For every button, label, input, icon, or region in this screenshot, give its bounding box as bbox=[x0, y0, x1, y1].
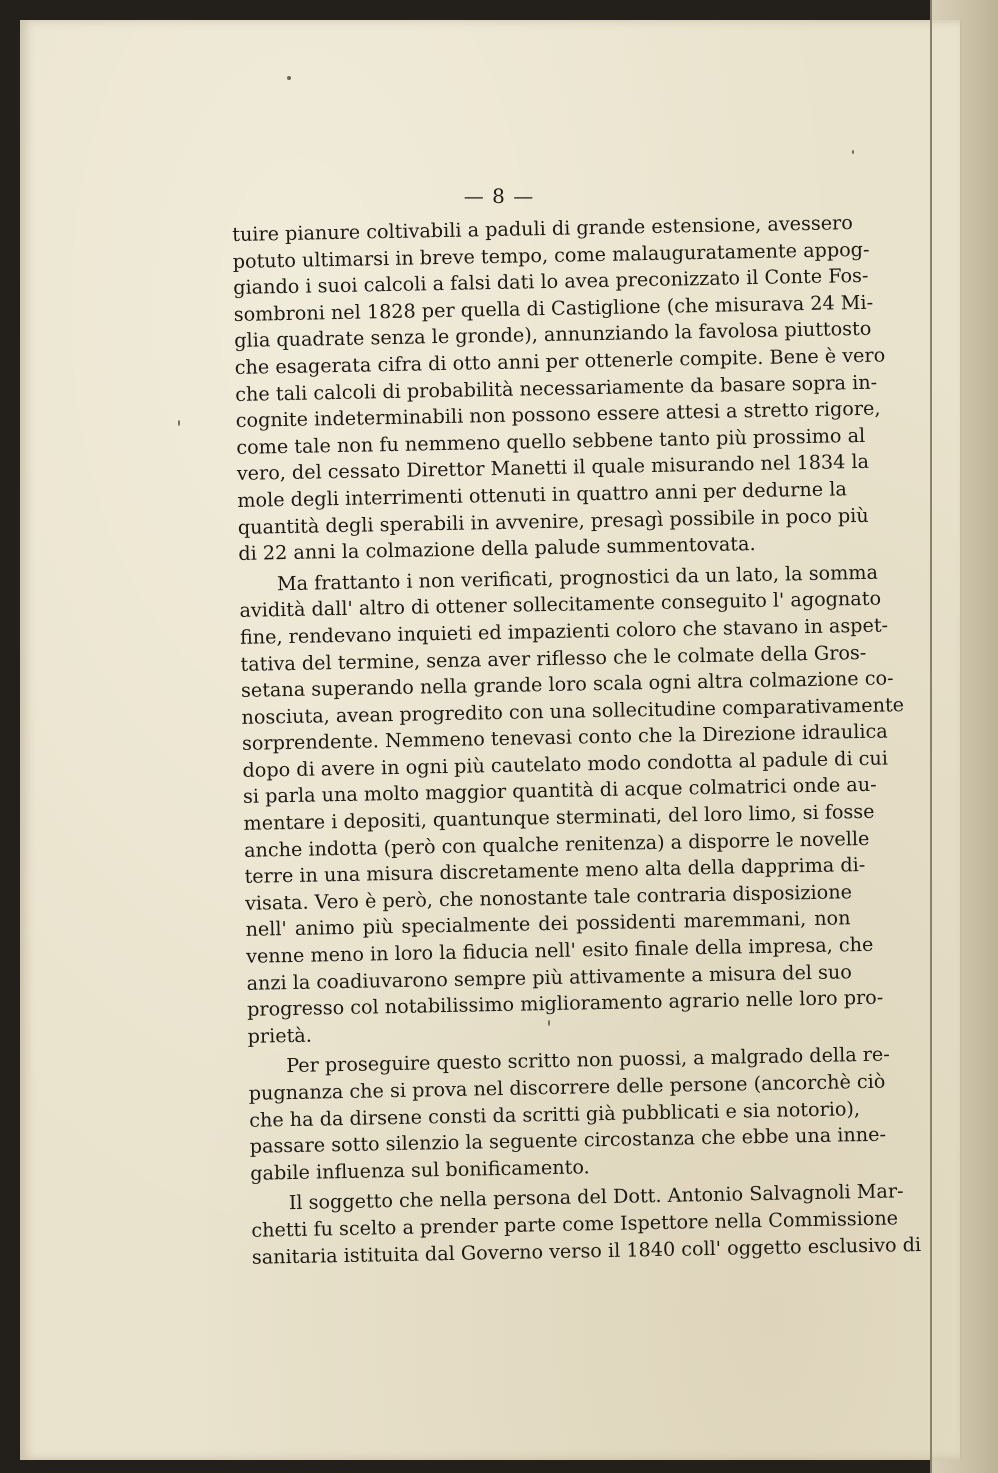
text-line: sanitaria istituita dal Governo verso il 1840 coll' oggetto esclusivo di bbox=[251, 1232, 922, 1269]
text-line: mole degli interrimenti ottenuti in quattro anni per dedurne la bbox=[237, 477, 848, 512]
text-line: che esagerata cifra di otto anni per ottenerle compite. Bene è vero bbox=[234, 343, 886, 379]
text-line: nosciuta, avean progredito con una sollecitudine comparativamente bbox=[241, 692, 905, 729]
paper-speck bbox=[852, 150, 854, 154]
text-line: giando i suoi calcoli a falsi dati lo avea preconizzato il Conte Fos- bbox=[233, 263, 869, 300]
text-line: anche indotta (però con qualche renitenza) a disporre le novelle bbox=[243, 826, 870, 862]
text-line: Ma frattanto i non verificati, prognostici da un lato, la somma bbox=[276, 560, 879, 595]
text-line: sombroni nel 1828 per quella di Castiglione (che misurava 24 Mi- bbox=[233, 290, 874, 326]
text-line: che tali calcoli di probabilità necessariamente da basare sopra in- bbox=[235, 370, 878, 406]
text-line: Il soggetto che nella persona del Dott. Antonio Salvagnoli Mar- bbox=[288, 1179, 904, 1215]
text-line: glia quadrate senza le gronde), annunziando la favolosa piuttosto bbox=[234, 317, 872, 353]
paper-speck bbox=[287, 76, 291, 80]
text-line: cognite indeterminabili non possono essere attesi a stretto rigore, bbox=[235, 396, 881, 433]
text-line: di 22 anni la colmazione della palude summentovata. bbox=[238, 532, 756, 566]
text-line: avidità dall' altro di ottener sollecitamente conseguito l' agognato bbox=[239, 586, 882, 623]
text-line: fine, rendevano inquieti ed impazienti coloro che stavano in aspet- bbox=[239, 613, 889, 649]
text-line: che ha da dirsene consti da scritti già pubblicati e sia notorio), bbox=[249, 1096, 861, 1132]
text-line: progresso col notabilissimo miglioramento agrario nelle loro pro- bbox=[246, 985, 884, 1022]
text-line: vero, del cessato Direttor Manetti il quale misurando nel 1834 la bbox=[236, 450, 870, 486]
text-line: anzi la coadiuvarono sempre più attivamente a misura del suo bbox=[246, 959, 853, 995]
text-line: tativa del termine, senza aver riflesso che le colmate della Gros- bbox=[240, 640, 867, 676]
text-line: passare sotto silenzio la seguente circostanza che ebbe una inne- bbox=[249, 1122, 887, 1159]
text-line: chetti fu scelto a prender parte come Ispettore nella Commissione bbox=[251, 1206, 899, 1242]
text-line: venne meno in loro la fiducia nell' esito finale della impresa, che bbox=[245, 932, 874, 968]
text-line: Per proseguire questo scritto non puossi, a malgrado della re- bbox=[285, 1042, 890, 1078]
text-line: mentare i depositi, quantunque sterminati, del loro limo, si fosse bbox=[243, 799, 875, 835]
text-line: pugnanza che si prova nel discorrere delle persone (ancorchè ciò bbox=[248, 1069, 886, 1105]
text-line: visata. Vero è però, che nonostante tale contraria disposizione bbox=[244, 880, 853, 915]
text-line: sorprendente. Nemmeno tenevasi conto che la Direzione idraulica bbox=[241, 719, 888, 756]
text-line: terre in una misura discretamente meno alta della dapprima di- bbox=[244, 853, 866, 889]
text-line: si parla una molto maggior quantità di acque colmatrici onde au- bbox=[242, 773, 877, 809]
text-line: setana superando nella grande loro scala ogni altra colmazione co- bbox=[240, 666, 894, 703]
text-line: dopo di avere in ogni più cautelato modo condotta al padule di cui bbox=[242, 746, 889, 782]
text-line: tuire pianure coltivabili a paduli di grande estensione, avessero bbox=[232, 211, 854, 246]
text-line: come tale non fu nemmeno quello sebbene tanto più prossimo al bbox=[236, 423, 866, 459]
text-line: nell' animo più specialmente dei possidenti maremmani, non bbox=[245, 906, 851, 942]
body-text bbox=[232, 210, 922, 1271]
paper-speck bbox=[178, 420, 180, 426]
page-number: — 8 — bbox=[463, 184, 535, 208]
text-line: prietà. bbox=[247, 1023, 313, 1048]
text-line: quantità degli sperabili in avvenire, presagì possibile in poco più bbox=[237, 503, 869, 539]
text-line: potuto ultimarsi in breve tempo, come malauguratamente appog- bbox=[232, 237, 870, 273]
page-fold-line bbox=[930, 0, 932, 1473]
text-line: gabile influenza sul bonificamento. bbox=[250, 1155, 590, 1185]
